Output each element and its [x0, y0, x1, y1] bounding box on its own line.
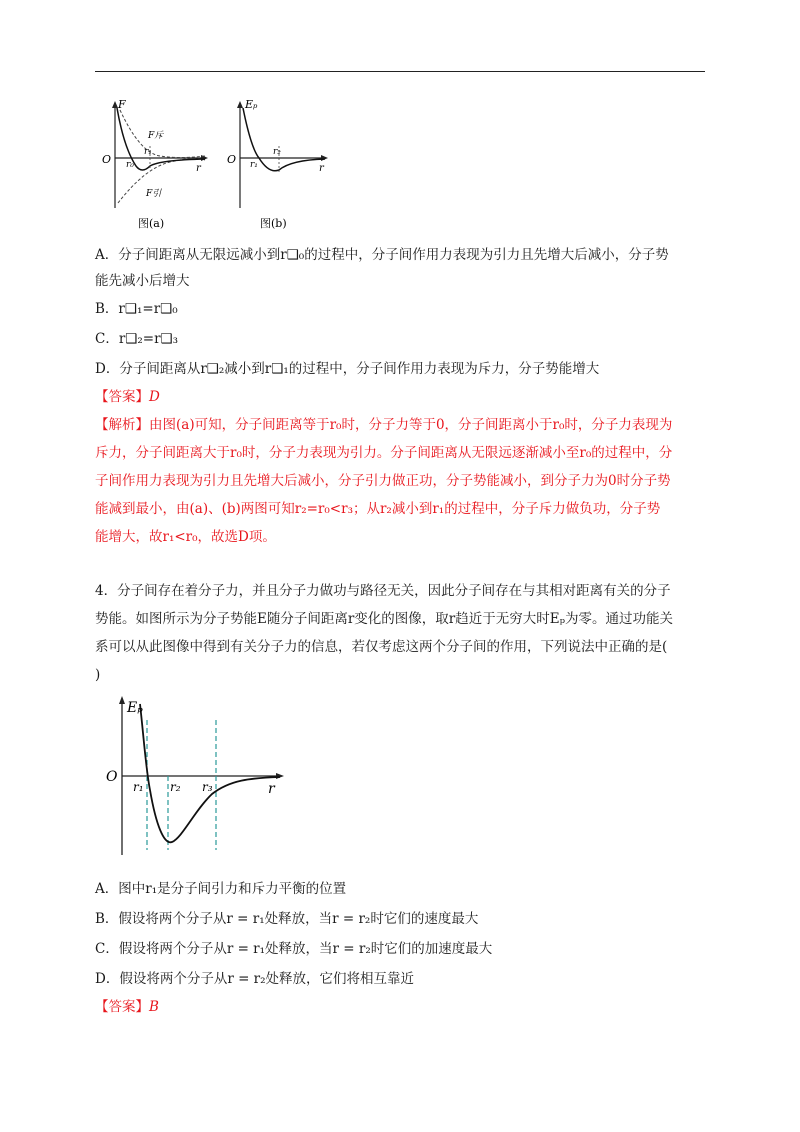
q3-answer: [95, 386, 160, 408]
q4-option-a: A．图中r₁是分子间引力和斥力平衡的位置: [95, 881, 347, 897]
fig-a-r0-label: r₀: [126, 160, 134, 170]
fig-a-attract-label: F引: [146, 189, 162, 199]
fig-b-Ep-label: Eₚ: [245, 98, 258, 111]
q3-analysis-line-1: [95, 414, 672, 436]
q4-answer: [95, 996, 159, 1018]
q4-option-d: D．假设将两个分子从r = r₂处释放，它们将相互靠近: [95, 971, 415, 987]
fig-b-r1-label: r₁: [250, 160, 258, 170]
q4-fig-r3-label: r₃: [202, 780, 213, 794]
q3-answer-label: 【答案】: [95, 389, 149, 405]
q4-option-c: C．假设将两个分子从r = r₁处释放，当r = r₂时它们的加速度最大: [95, 941, 493, 957]
q4-stem-line-3: 系可以从此图像中得到有关分子力的信息，若仅考虑这两个分子间的作用，下列说法中正确的是(: [95, 639, 668, 655]
fig-a-origin-label: O: [102, 153, 112, 166]
figure-a-caption: 图(a): [138, 217, 165, 230]
figure-b-caption: 图(b): [260, 217, 287, 230]
fig-a-repel-label: F斥: [148, 131, 164, 141]
q3-option-a-line2: 能先减小后增大: [95, 273, 190, 289]
q4-fig-r-label: r: [268, 781, 275, 797]
q4-stem-line-4: ): [95, 667, 101, 683]
q4-stem-line-1: 4．分子间存在着分子力，并且分子力做功与路径无关，因此分子间存在与其相对距离有关的分子: [95, 583, 671, 599]
q3-analysis-label: 【解析】: [95, 417, 149, 433]
q4-answer-label: 【答案】: [95, 999, 149, 1015]
q3-analysis-text-1: 由图(a)可知，分子间距离等于r₀时，分子力等于0，分子间距离小于r₀时，分子力表现为: [149, 417, 673, 433]
header-rule: [95, 71, 705, 72]
q4-fig-r1-label: r₁: [133, 780, 144, 794]
q3-analysis-line-4: 能减到最小，由(a)、(b)两图可知r₂=r₀<r₃；从r₂减小到r₁的过程中，分子斥力做负功，分子势: [95, 501, 661, 517]
figure-a-force-graph: [100, 98, 212, 230]
q3-analysis-line-5: 能增大，故r₁<r₀，故选D项。: [95, 529, 276, 545]
q3-analysis-line-2: 斥力，分子间距离大于r₀时，分子力表现为引力。分子间距离从无限远逐渐减小至r₀的过程中，分: [95, 445, 673, 461]
fig-b-r2-label: r₂: [273, 147, 281, 157]
fig-b-r-label: r: [319, 163, 324, 174]
fig-a-r1-label: r₁: [144, 147, 152, 157]
fig-a-F-label: F: [118, 98, 126, 111]
fig-a-r-label: r: [196, 163, 201, 174]
q4-potential-graph: [100, 690, 290, 860]
q3-answer-value: D: [149, 389, 160, 405]
fig-b-origin-label: O: [227, 153, 237, 166]
figure-b-potential-graph: [225, 98, 335, 230]
q4-stem-line-2: 势能。如图所示为分子势能E随分子间距离r变化的图像，取r趋近于无穷大时Eₚ为零。通过功能关: [95, 611, 674, 627]
q4-fig-Ep-label: Eₚ: [127, 700, 143, 716]
q3-analysis-line-3: 子间作用力表现为引力且先增大后减小，分子引力做正功，分子势能减小，到分子力为0时分子势: [95, 473, 671, 489]
q3-option-c: C．r❑₂=r❑₃: [95, 331, 179, 347]
q4-answer-value: B: [149, 999, 159, 1015]
q3-option-b: B．r❑₁=r❑₀: [95, 301, 178, 317]
q4-fig-origin-label: O: [106, 769, 118, 785]
q4-option-b: B．假设将两个分子从r = r₁处释放，当r = r₂时它们的速度最大: [95, 911, 479, 927]
q4-fig-r2-label: r₂: [170, 780, 181, 794]
q3-option-d: D．分子间距离从r❑₂减小到r❑₁的过程中，分子间作用力表现为斥力，分子势能增大: [95, 361, 600, 377]
q3-option-a-line1: A．分子间距离从无限远减小到r❑₀的过程中，分子间作用力表现为引力且先增大后减小，分子势: [95, 247, 669, 263]
